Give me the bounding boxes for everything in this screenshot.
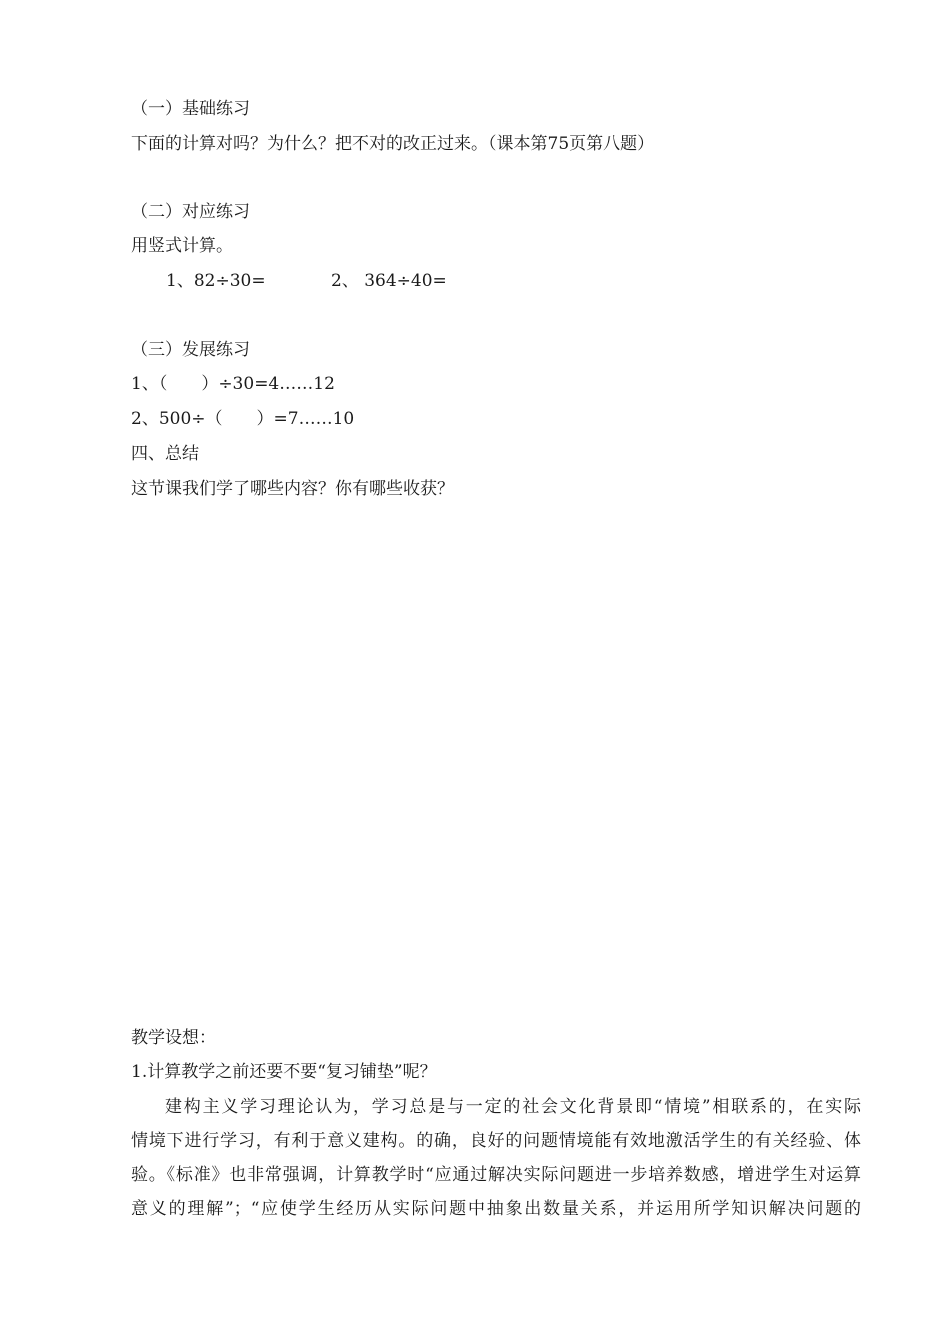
design-question: 1.计算教学之前还要不要“复习铺垫”呢？	[131, 1062, 437, 1082]
section-heading-development: （三）发展练习	[131, 340, 250, 360]
design-paragraph-line: 情境下进行学习，有利于意义建构。的确，良好的问题情境能有效地激活学生的有关经验、体	[131, 1131, 861, 1151]
section-heading-basic: （一）基础练习	[131, 99, 250, 119]
basic-exercise-prompt: 下面的计算对吗？为什么？把不对的改正过来。（课本第75页第八题）	[131, 134, 655, 154]
development-item-2: 2、500÷（ ）=7……10	[131, 409, 355, 429]
corresponding-item-1: 1、82÷30=	[166, 271, 266, 291]
development-item-1: 1、（ ）÷30=4……12	[131, 374, 335, 394]
corresponding-exercise-prompt: 用竖式计算。	[131, 236, 233, 256]
design-paragraph-line: 意义的理解”；“应使学生经历从实际问题中抽象出数量关系，并运用所学知识解决问题的	[131, 1199, 861, 1219]
design-paragraph-line: 建构主义学习理论认为，学习总是与一定的社会文化背景即“情境”相联系的，在实际	[165, 1097, 861, 1117]
design-heading: 教学设想：	[131, 1028, 216, 1048]
section-heading-corresponding: （二）对应练习	[131, 202, 250, 222]
design-paragraph	[131, 1090, 861, 1226]
section-heading-summary: 四、总结	[131, 444, 199, 464]
summary-prompt: 这节课我们学了哪些内容？你有哪些收获？	[131, 479, 454, 499]
design-paragraph-line: 验。《标准》也非常强调，计算教学时“应通过解决实际问题进一步培养数感，增进学生对运算	[131, 1165, 861, 1185]
corresponding-item-2: 2、 364÷40=	[331, 271, 447, 291]
